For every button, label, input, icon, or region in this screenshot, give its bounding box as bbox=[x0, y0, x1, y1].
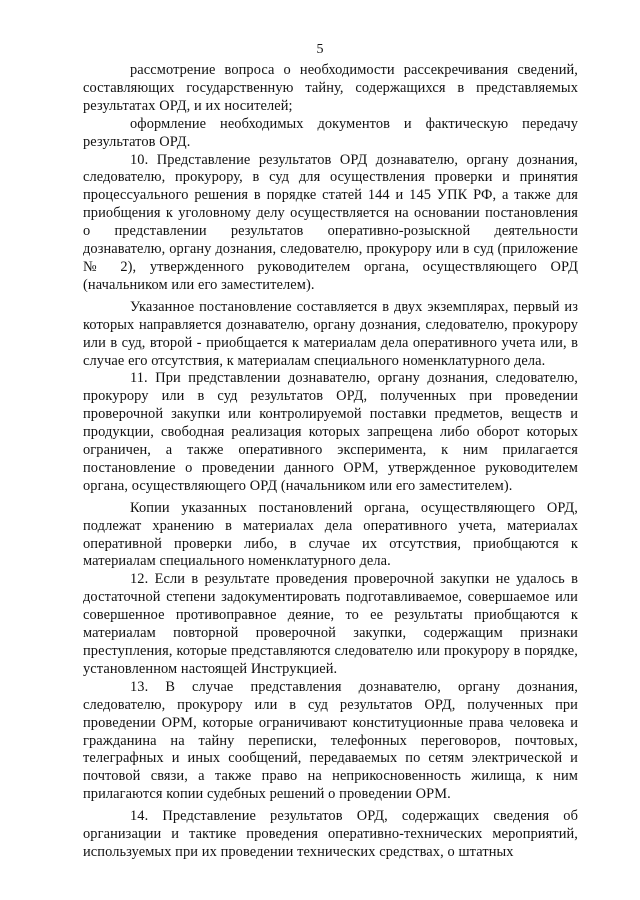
page-number: 5 bbox=[316, 42, 324, 57]
paragraph: рассмотрение вопроса о необходимости рассекречивания сведений, составляющих государственную тайну, содержащихся в представляемых результатах ОРД, и их носителей; bbox=[83, 62, 578, 114]
paragraph: 14. Представление результатов ОРД, содержащих сведения об организации и тактике проведения оперативно-технических мероприятий, используемых при их проведении технических средствах, о штатных bbox=[83, 808, 578, 860]
document-body bbox=[83, 62, 578, 862]
paragraph: 12. Если в результате проведения проверочной закупки не удалось в достаточной степени задокументировать подготавливаемое, совершаемое или совершенное противоправное деяние, то ее результаты приобщаются к материалам повторной проверочной закупки, содержащим признаки преступления, которые представляются следователю или прокурору в порядке, установленном настоящей Инструкцией. bbox=[83, 571, 578, 677]
paragraph: 10. Представление результатов ОРД дознавателю, органу дознания, следователю, прокурору, в суд для осуществления проверки и принятия процессуального решения в порядке статей 144 и 145 УПК РФ, а также для приобщения к уголовному делу осуществляется на основании постановления о представлении результатов оперативно-розыскной деятельности дознавателю, органу дознания, следователю, прокурору или в суд (приложение № 2), утвержденного руководителем органа, осуществляющего ОРД (начальником или его заместителем). bbox=[83, 151, 578, 293]
paragraph: 13. В случае представления дознавателю, органу дознания, следователю, прокурору или в суд результатов ОРД, полученных при проведении ОРМ, которые ограничивают конституционные права человека и гражданина на тайну переписки, телефонных переговоров, почтовых, телеграфных и иных сообщений, передаваемых по сетям электрической и почтовой связи, а также право на неприкосновенность жилища, к ним прилагаются копии судебных решений о проведении ОРМ. bbox=[83, 678, 578, 803]
paragraph: 11. При представлении дознавателю, органу дознания, следователю, прокурору или в суд результатов ОРД, полученных при проведении проверочной закупки или контролируемой поставки предметов, веществ и продукции, свободная реализация которых запрещена либо оборот которых ограничен, а также оперативного эксперимента, к ним прилагается постановление о проведении данного ОРМ, утвержденное руководителем органа, осуществляющего ОРД (начальником или его заместителем). bbox=[83, 370, 578, 494]
paragraph: оформление необходимых документов и фактическую передачу результатов ОРД. bbox=[83, 115, 578, 150]
paragraph: Указанное постановление составляется в двух экземплярах, первый из которых направляется дознавателю, органу дознания, следователю, прокурору или в суд, второй - приобщается к материалам дела оперативного учета или, в случае его отсутствия, к материалам специального номенклатурного дела. bbox=[83, 298, 578, 369]
paragraph: Копии указанных постановлений органа, осуществляющего ОРД, подлежат хранению в материалах дела оперативного учета, материалах оперативной проверки либо, в случае их отсутствия, приобщаются к материалам специального номенклатурного дела. bbox=[83, 499, 578, 570]
